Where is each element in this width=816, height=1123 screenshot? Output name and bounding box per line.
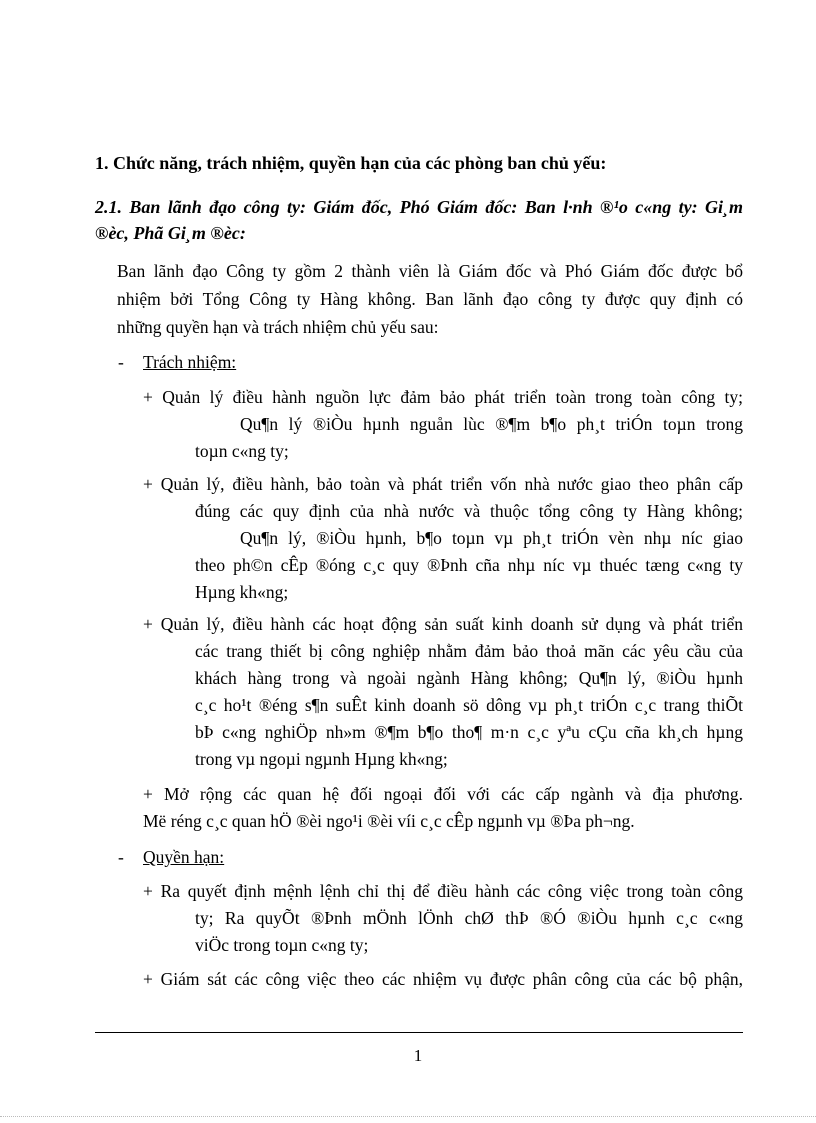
item-line: ty; Ra quyÕt ®Þnh mÖnh lÖnh chØ thÞ ®Ó ®iÒu hµnh c¸c c«ng (195, 908, 743, 928)
item-line: c¸c ho¹t ®éng s¶n suÊt kinh doanh sö dông vµ ph¸t triÓn c¸c trang thiÕt (195, 695, 743, 715)
intro-line-3: những quyền hạn và trách nhiệm chủ yếu sau: (117, 317, 439, 337)
item-line: Hµng kh«ng; (195, 582, 289, 602)
section-heading: 1. Chức năng, trách nhiệm, quyền hạn của các phòng ban chủ yếu: (95, 153, 607, 173)
section-title-quyen-han: Quyền hạn: (143, 847, 225, 867)
section-title-trach-nhiem: Trách nhiệm: (143, 352, 237, 372)
item-line: toµn c«ng ty; (195, 441, 289, 461)
bullet-dash: - (118, 352, 124, 372)
item-line: Qu¶n lý ®iÒu hµnh nguån lùc ®¶m b¶o ph¸t triÓn toµn trong (240, 414, 743, 434)
subheading-line-1: 2.1. Ban lãnh đạo công ty: Giám đốc, Phó Giám đốc: Ban l·nh ®¹o c«ng ty: Gi¸m (95, 197, 743, 217)
item-line: + Giám sát các công việc theo các nhiệm vụ được phân công của các bộ phận, (143, 969, 743, 989)
item-line: Qu¶n lý, ®iÒu hµnh, b¶o toµn vµ ph¸t triÓn vèn nhµ níc giao (240, 528, 743, 548)
footer-rule (95, 1032, 743, 1033)
item-line: + Quản lý điều hành nguồn lực đảm bảo phát triển toàn trong toàn công ty; (143, 387, 743, 407)
item-line: theo ph©n cÊp ®óng c¸c quy ®Þnh cña nhµ níc vµ thuéc tæng c«ng ty (195, 555, 743, 575)
item-line: + Mở rộng các quan hệ đối ngoại đối với các cấp ngành và địa phương. (143, 784, 743, 804)
bullet-dash: - (118, 847, 124, 867)
item-line: trong vµ ngoµi ngµnh Hµng kh«ng; (195, 749, 448, 769)
page-boundary (0, 1116, 816, 1117)
item-line: + Quản lý, điều hành các hoạt động sản suất kinh doanh sử dụng và phát triển (143, 614, 743, 634)
item-line: khách hàng trong và ngoài ngành Hàng không; Qu¶n lý, ®iÒu hµnh (195, 668, 743, 688)
item-line: + Quản lý, điều hành, bảo toàn và phát triển vốn nhà nước giao theo phân cấp (143, 474, 743, 494)
item-line: đúng các quy định của nhà nước và thuộc tổng công ty Hàng không; (195, 501, 743, 521)
item-line: các trang thiết bị công nghiệp nhằm đảm bảo thoả mãn các yêu cầu của (195, 641, 743, 661)
intro-line-1: Ban lãnh đạo Công ty gồm 2 thành viên là Giám đốc và Phó Giám đốc được bổ (117, 261, 743, 281)
page-number: 1 (413, 1046, 423, 1065)
item-line: + Ra quyết định mệnh lệnh chỉ thị để điều hành các công việc trong toàn công (143, 881, 743, 901)
item-line: Më réng c¸c quan hÖ ®èi ngo¹i ®èi víi c¸c cÊp ngµnh vµ ®Þa ph¬ng. (143, 811, 635, 831)
intro-line-2: nhiệm bởi Tổng Công ty Hàng không. Ban lãnh đạo công ty được quy định có (117, 289, 743, 309)
item-line: viÖc trong toµn c«ng ty; (195, 935, 369, 955)
item-line: bÞ c«ng nghiÖp nh»m ®¶m b¶o tho¶ m·n c¸c yªu cÇu cña kh¸ch hµng (195, 722, 743, 742)
subheading-line-2: ®èc, Phã Gi¸m ®èc: (95, 223, 246, 243)
